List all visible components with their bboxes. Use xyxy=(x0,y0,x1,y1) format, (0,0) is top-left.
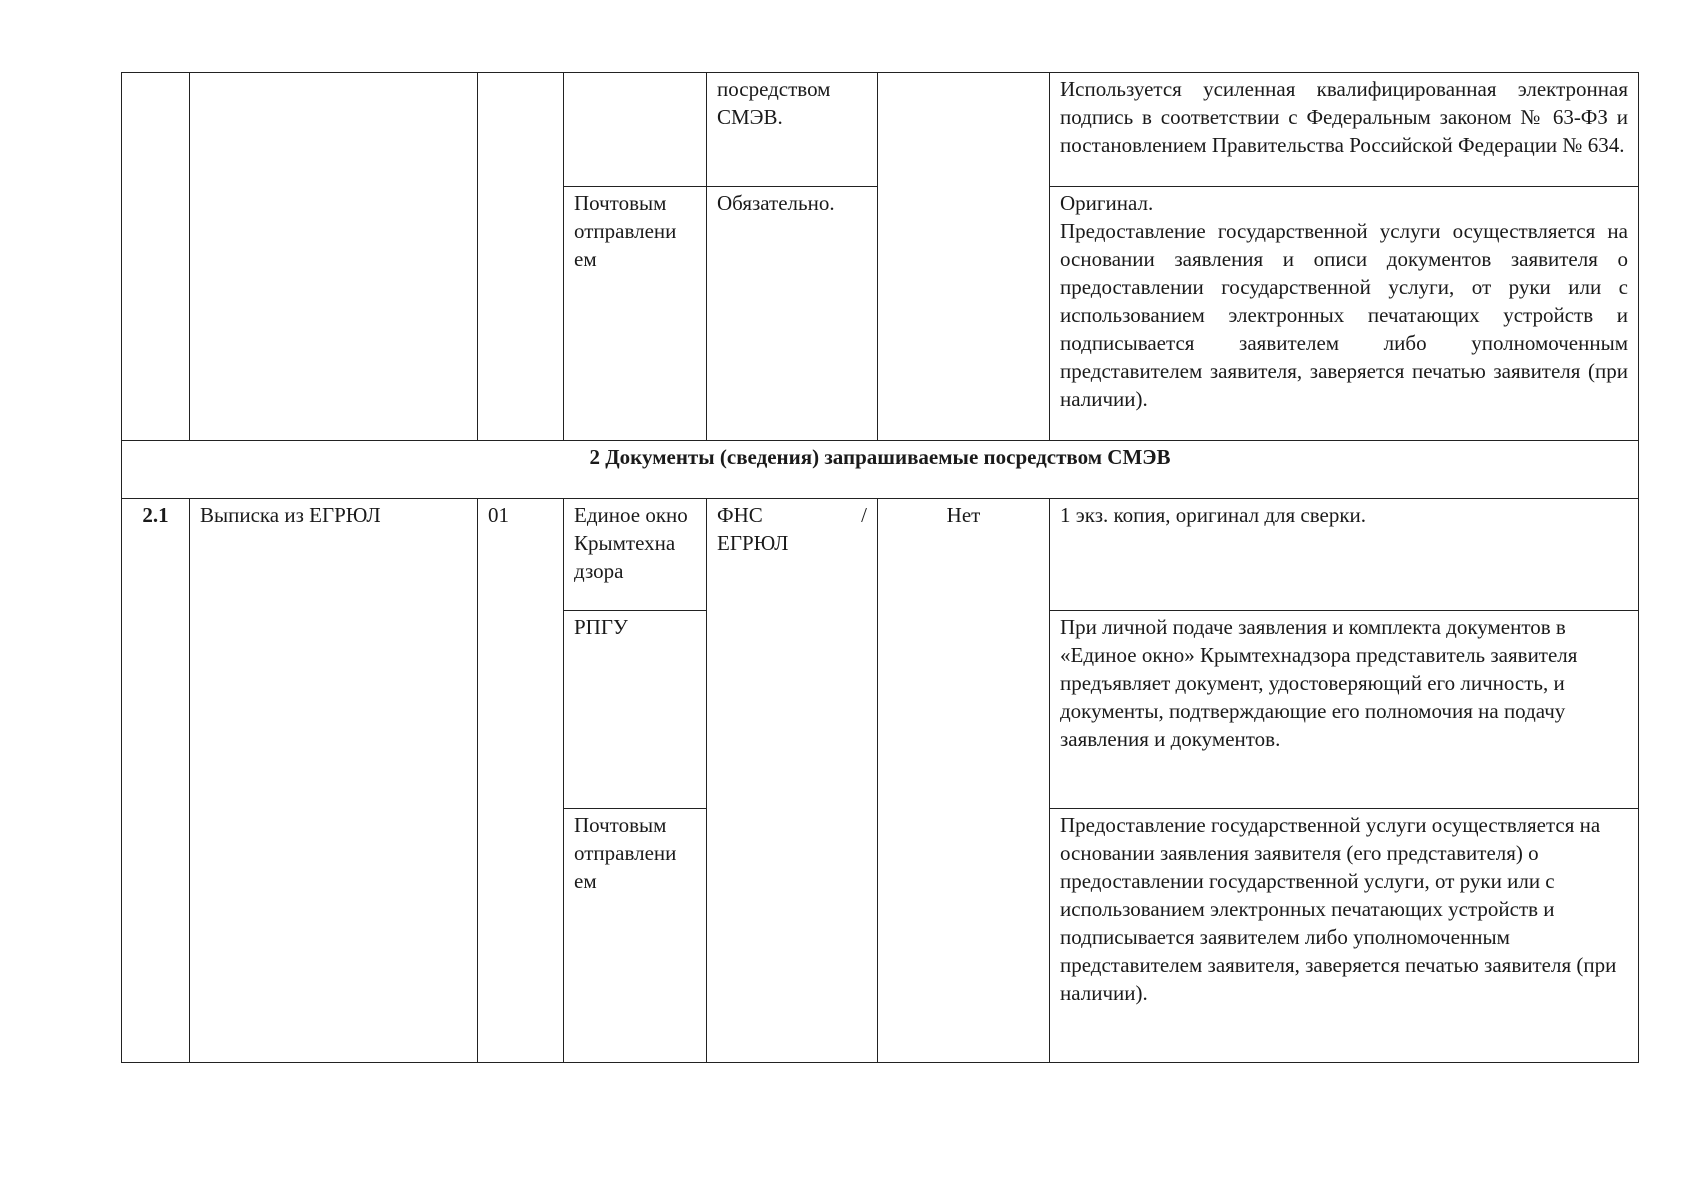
section-title: 2 Документы (сведения) запрашиваемые посредством СМЭВ xyxy=(589,445,1171,469)
required-value: Нет xyxy=(946,503,981,527)
copy-note: 1 экз. копия, оригинал для сверки. xyxy=(1060,503,1367,527)
method-text: посредством СМЭВ. xyxy=(717,77,831,129)
documents-table xyxy=(121,72,1639,1063)
source-org: ФНС xyxy=(717,503,763,527)
channel-cell xyxy=(564,73,707,187)
note-cell xyxy=(1050,611,1639,809)
name-cell xyxy=(190,499,478,1063)
code-cell xyxy=(478,73,564,441)
requirement-text: Обязательно. xyxy=(717,191,835,215)
channel-cell xyxy=(564,499,707,611)
channel-text: Почтовым отправлени ем xyxy=(574,191,677,271)
section-title-cell xyxy=(122,441,1639,499)
note-cell xyxy=(1050,73,1639,187)
note-cell xyxy=(1050,809,1639,1063)
channel-text: Единое окно Крымтехна дзора xyxy=(574,503,688,583)
note-cell xyxy=(1050,499,1639,611)
section-header-row xyxy=(122,441,1639,499)
original-label: Оригинал. xyxy=(1060,191,1154,215)
source-line xyxy=(717,501,867,529)
required-cell xyxy=(878,499,1050,1063)
document-name: Выписка из ЕГРЮЛ xyxy=(200,503,381,527)
method-cell xyxy=(707,73,878,187)
postal-note: Предоставление государственной услуги осуществляется на основании заявления заявителя (его представителя) о предоставлении государственной услуги, от руки или с использованием электронных печатающих устройств и подписывается заявителем либо уполномоченным представителем заявителя, заверяется печатью заявителя (при наличии). xyxy=(1060,813,1617,1005)
channel-cell xyxy=(564,809,707,1063)
number-cell xyxy=(122,73,190,441)
name-cell xyxy=(190,73,478,441)
required-cell xyxy=(878,73,1050,441)
channel-text: Почтовым отправлени ем xyxy=(574,813,677,893)
source-register: ЕГРЮЛ xyxy=(717,531,789,555)
rpgu-note: При личной подаче заявления и комплекта документов в «Единое окно» Крымтехнадзора представитель заявителя предъявляет документ, удостоверяющий его личность, и документы, подтверждающие его полномочия на подачу заявления и документов. xyxy=(1060,615,1578,751)
document-code: 01 xyxy=(488,503,509,527)
source-cell xyxy=(707,499,878,1063)
signature-note: Используется усиленная квалифицированная электронная подпись в соответствии с Федеральным законом № 63-ФЗ и постановлением Правительства Российской Федерации № 634. xyxy=(1060,77,1628,157)
requirement-cell xyxy=(707,187,878,441)
table-row xyxy=(122,73,1639,187)
source-slash: / xyxy=(861,503,867,527)
channel-cell xyxy=(564,611,707,809)
table-row xyxy=(122,499,1639,611)
channel-cell xyxy=(564,187,707,441)
note-cell xyxy=(1050,187,1639,441)
number-cell xyxy=(122,499,190,1063)
postal-note: Предоставление государственной услуги осуществляется на основании заявления и описи документов заявителя о предоставлении государственной услуги, от руки или с использованием электронных печатающих устройств и подписывается заявителем либо уполномоченным представителем заявителя, заверяется печатью заявителя (при наличии). xyxy=(1060,219,1628,411)
row-number: 2.1 xyxy=(142,503,169,527)
code-cell xyxy=(478,499,564,1063)
channel-text: РПГУ xyxy=(574,615,628,639)
